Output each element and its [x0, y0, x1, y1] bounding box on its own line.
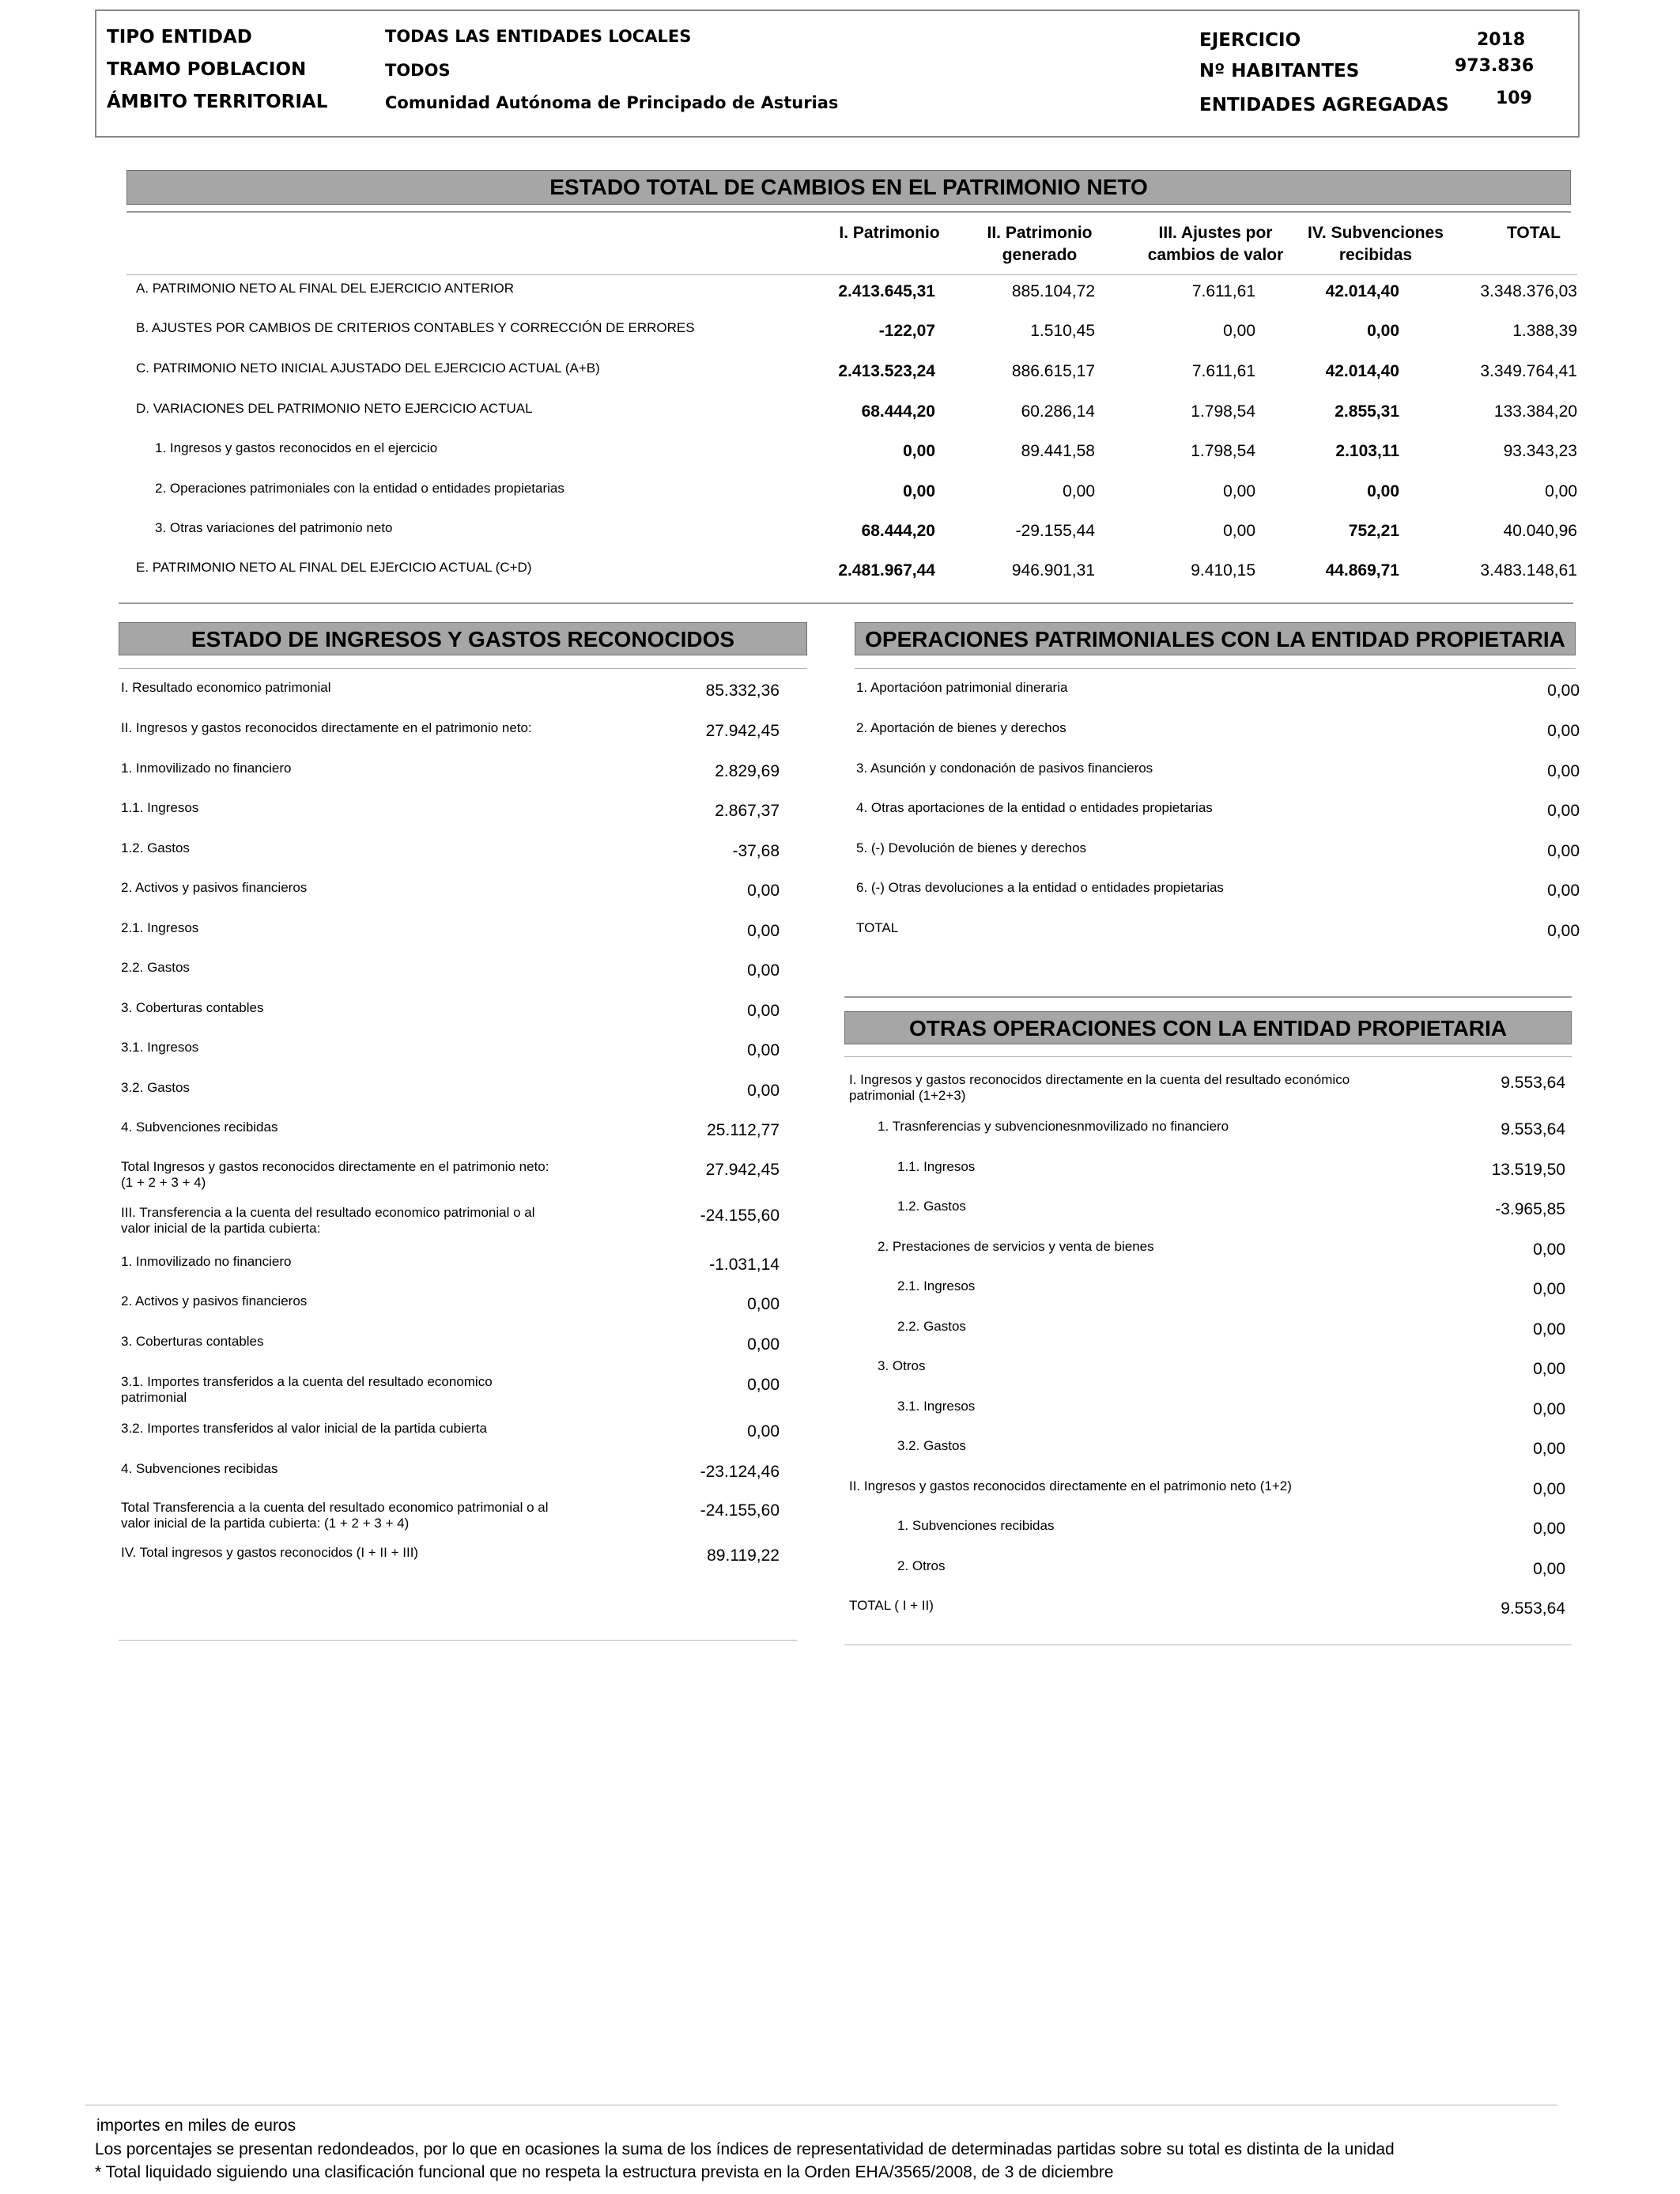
patrimonio-cell: 0,00: [1545, 482, 1577, 500]
patrimonio-cell: 44.869,71: [1325, 561, 1399, 580]
patrimonio-top-rule: [126, 211, 1571, 213]
operaciones-row-value: 0,00: [1547, 802, 1580, 820]
otras-row-value: 0,00: [1533, 1560, 1565, 1578]
otras-row-label: 1. Trasnferencias y subvencionesnmovilizado no financiero: [878, 1119, 1229, 1134]
ingresos-row-label: 2. Activos y pasivos financieros: [121, 880, 308, 895]
otras-row-value: 9.553,64: [1501, 1074, 1565, 1092]
patrimonio-cell: 0,00: [903, 442, 935, 460]
operaciones-row-value: 0,00: [1547, 882, 1580, 900]
otras-row-value: 0,00: [1533, 1280, 1565, 1298]
otras-row-value: -3.965,85: [1495, 1200, 1565, 1218]
ingresos-title: ESTADO DE INGRESOS Y GASTOS RECONOCIDOS: [119, 622, 807, 655]
operaciones-row-label: 1. Aportacióon patrimonial dineraria: [856, 680, 1068, 695]
ingresos-row-value: 85.332,36: [705, 682, 780, 700]
ingresos-row-label: 4. Subvenciones recibidas: [121, 1120, 278, 1135]
col-header-total: TOTAL: [1506, 224, 1561, 242]
ingresos-row-value: 0,00: [747, 1422, 780, 1441]
patrimonio-cell: 2.413.645,31: [838, 282, 935, 300]
ingresos-row-label: III. Transferencia a la cuenta del resultado economico patrimonial o al: [121, 1205, 535, 1220]
otras-row-value: 9.553,64: [1501, 1120, 1565, 1139]
habitantes-label: Nº HABITANTES: [1199, 61, 1360, 81]
tramo-poblacion-label: TRAMO POBLACION: [107, 59, 307, 80]
operaciones-row-label: 5. (-) Devolución de bienes y derechos: [856, 840, 1087, 855]
otras-title: OTRAS OPERACIONES CON LA ENTIDAD PROPIETARIA: [844, 1011, 1572, 1044]
operaciones-row-label: 2. Aportación de bienes y derechos: [856, 720, 1067, 735]
ingresos-row-value: 0,00: [747, 1376, 780, 1394]
patrimonio-cell: 60.286,14: [1021, 402, 1095, 421]
patrimonio-bottom-rule: [119, 602, 1573, 604]
ingresos-row-value: 0,00: [747, 922, 780, 940]
ingresos-row-label: Total Ingresos y gastos reconocidos directamente en el patrimonio neto:: [121, 1159, 549, 1174]
operaciones-top-rule: [855, 668, 1576, 669]
ingresos-row-value: 2.829,69: [715, 762, 780, 780]
patrimonio-cell: 7.611,61: [1191, 282, 1255, 300]
ingresos-row-label: 3.1. Ingresos: [121, 1040, 199, 1055]
operaciones-row-label: 4. Otras aportaciones de la entidad o entidades propietarias: [856, 800, 1213, 815]
patrimonio-title: ESTADO TOTAL DE CAMBIOS EN EL PATRIMONIO NETO: [126, 170, 1571, 205]
patrimonio-cell: 1.388,39: [1512, 322, 1577, 340]
otras-row-label: 3.1. Ingresos: [897, 1399, 976, 1414]
patrimonio-cell: 3.349.764,41: [1480, 362, 1577, 380]
ejercicio-value: 2018: [1477, 30, 1526, 50]
ingresos-row-label: 1.2. Gastos: [121, 840, 190, 855]
otras-row-label: II. Ingresos y gastos reconocidos directamente en el patrimonio neto (1+2): [849, 1478, 1292, 1494]
otras-top-rule: [844, 996, 1572, 998]
ingresos-row-value: 0,00: [747, 882, 780, 900]
patrimonio-cell: 133.384,20: [1493, 402, 1577, 421]
tipo-entidad-label: TIPO ENTIDAD: [107, 27, 252, 47]
patrimonio-cell: 42.014,40: [1325, 282, 1399, 300]
ingresos-row-value: 2.867,37: [715, 802, 780, 820]
otras-row-value: 0,00: [1533, 1400, 1565, 1418]
ingresos-row-value: -24.155,60: [700, 1207, 780, 1225]
patrimonio-cell: 886.615,17: [1011, 362, 1095, 380]
patrimonio-cell: 0,00: [1223, 522, 1255, 540]
ingresos-row-label: 3. Coberturas contables: [121, 1000, 264, 1015]
patrimonio-row-label: D. VARIACIONES DEL PATRIMONIO NETO EJERCICIO ACTUAL: [136, 401, 533, 416]
ingresos-row-value: -1.031,14: [709, 1256, 780, 1274]
otras-header-rule: [844, 1056, 1572, 1057]
otras-row-label: 2. Prestaciones de servicios y venta de bienes: [878, 1239, 1154, 1254]
otras-row-value: 13.519,50: [1491, 1161, 1565, 1179]
patrimonio-cell: 68.444,20: [861, 402, 935, 421]
ingresos-row-value: -37,68: [732, 842, 780, 860]
ingresos-top-rule: [119, 668, 807, 669]
ingresos-row-label: 3.1. Importes transferidos a la cuenta del resultado economico: [121, 1374, 493, 1389]
ambito-label: ÁMBITO TERRITORIAL: [107, 92, 328, 112]
operaciones-row-label: 6. (-) Otras devoluciones a la entidad o entidades propietarias: [856, 880, 1224, 895]
ingresos-row-label: 1.1. Ingresos: [121, 800, 199, 815]
ingresos-row-value: 0,00: [747, 1002, 780, 1020]
ingresos-row-value: 27.942,45: [705, 1161, 780, 1179]
col-header-ajustes: III. Ajustes por cambios de valor: [1147, 224, 1284, 264]
footer-note-total: * Total liquidado siguiendo una clasificación funcional que no respeta la estructura prevista en la Orden EHA/3565/2008, de 3 de diciembre: [95, 2163, 1114, 2181]
otras-row-label: 2.1. Ingresos: [897, 1278, 976, 1293]
patrimonio-cell: 7.611,61: [1191, 362, 1255, 380]
otras-row-value: 0,00: [1533, 1480, 1565, 1498]
patrimonio-row-label: 1. Ingresos y gastos reconocidos en el ejercicio: [155, 440, 438, 455]
patrimonio-cell: 752,21: [1348, 522, 1399, 540]
patrimonio-cell: 3.348.376,03: [1480, 282, 1577, 300]
otras-row-label-cont: patrimonial (1+2+3): [849, 1088, 966, 1103]
ingresos-row-label-cont: patrimonial: [121, 1390, 187, 1405]
patrimonio-header-rule: [126, 274, 1577, 275]
ingresos-row-label: 4. Subvenciones recibidas: [121, 1461, 278, 1476]
tipo-entidad-value: TODAS LAS ENTIDADES LOCALES: [385, 27, 692, 46]
patrimonio-cell: 2.855,31: [1335, 402, 1399, 421]
ingresos-row-label-cont: valor inicial de la partida cubierta:: [121, 1221, 321, 1236]
patrimonio-cell: 68.444,20: [861, 522, 935, 540]
patrimonio-cell: 9.410,15: [1191, 561, 1255, 580]
patrimonio-cell: 2.413.523,24: [838, 362, 935, 380]
ingresos-bottom-rule: [119, 1640, 797, 1641]
patrimonio-cell: 0,00: [1223, 322, 1255, 340]
col-header-patrimonio-generado: II. Patrimonio generado: [987, 224, 1093, 264]
ejercicio-label: EJERCICIO: [1199, 30, 1301, 51]
patrimonio-cell: 3.483.148,61: [1480, 561, 1577, 580]
ingresos-row-label-cont: (1 + 2 + 3 + 4): [121, 1175, 206, 1190]
otras-row-label: 1.1. Ingresos: [897, 1159, 976, 1174]
patrimonio-cell: 2.103,11: [1335, 442, 1399, 460]
patrimonio-cell: 1.798,54: [1191, 442, 1255, 460]
patrimonio-cell: 1.510,45: [1030, 322, 1095, 340]
ingresos-row-label-cont: valor inicial de la partida cubierta: (1 + 2 + 3 + 4): [121, 1516, 410, 1531]
ingresos-row-value: 27.942,45: [705, 722, 780, 740]
otras-row-value: 9.553,64: [1501, 1599, 1565, 1618]
ingresos-row-label: I. Resultado economico patrimonial: [121, 680, 331, 695]
patrimonio-cell: 1.798,54: [1191, 402, 1255, 421]
ingresos-row-value: 0,00: [747, 1335, 780, 1354]
patrimonio-cell: -29.155,44: [1015, 522, 1095, 540]
ingresos-row-label: 1. Inmovilizado no financiero: [121, 1254, 292, 1269]
ingresos-row-label: 2.1. Ingresos: [121, 920, 199, 935]
patrimonio-cell: 93.343,23: [1503, 442, 1577, 460]
otras-row-value: 0,00: [1533, 1360, 1565, 1378]
ingresos-row-value: 0,00: [747, 961, 780, 980]
patrimonio-row-label: A. PATRIMONIO NETO AL FINAL DEL EJERCICIO ANTERIOR: [136, 281, 514, 296]
tramo-poblacion-value: TODOS: [385, 61, 451, 80]
operaciones-row-label: TOTAL: [856, 920, 899, 935]
otras-row-value: 0,00: [1533, 1440, 1565, 1458]
otras-row-value: 0,00: [1533, 1320, 1565, 1339]
ingresos-row-label: II. Ingresos y gastos reconocidos directamente en el patrimonio neto:: [121, 720, 532, 735]
footer-note-rounding: Los porcentajes se presentan redondeados, por lo que en ocasiones la suma de los índices de representatividad de determinadas partidas sobre su total es distinta de la unidad: [95, 2140, 1395, 2158]
habitantes-value: 973.836: [1455, 56, 1535, 76]
otras-row-label: 2. Otros: [897, 1558, 946, 1573]
otras-row-label: 1.2. Gastos: [897, 1199, 966, 1214]
patrimonio-cell: 0,00: [1223, 482, 1255, 500]
ingresos-row-label: IV. Total ingresos y gastos reconocidos (I + II + III): [121, 1545, 419, 1560]
ingresos-row-label: Total Transferencia a la cuenta del resultado economico patrimonial o al: [121, 1500, 549, 1515]
ingresos-row-label: 3.2. Gastos: [121, 1080, 190, 1095]
patrimonio-cell: 40.040,96: [1503, 522, 1577, 540]
operaciones-title: OPERACIONES PATRIMONIALES CON LA ENTIDAD PROPIETARIA: [855, 622, 1576, 655]
footer-units: importes en miles de euros: [96, 2117, 296, 2135]
ingresos-row-value: -24.155,60: [700, 1501, 780, 1520]
patrimonio-row-label: B. AJUSTES POR CAMBIOS DE CRITERIOS CONTABLES Y CORRECCIÓN DE ERRORES: [136, 320, 695, 335]
patrimonio-cell: 0,00: [1063, 482, 1095, 500]
operaciones-row-label: 3. Asunción y condonación de pasivos financieros: [856, 761, 1153, 776]
agregadas-value: 109: [1496, 89, 1532, 108]
patrimonio-row-label: 2. Operaciones patrimoniales con la entidad o entidades propietarias: [155, 481, 564, 496]
otras-row-label: 3.2. Gastos: [897, 1438, 966, 1453]
ingresos-row-label: 2.2. Gastos: [121, 960, 190, 975]
patrimonio-cell: 2.481.967,44: [838, 561, 935, 580]
ingresos-row-value: 0,00: [747, 1295, 780, 1313]
operaciones-row-value: 0,00: [1547, 922, 1580, 940]
ingresos-row-value: 89.119,22: [707, 1546, 780, 1565]
patrimonio-cell: 0,00: [903, 482, 935, 500]
ingresos-row-value: 0,00: [747, 1041, 780, 1059]
ingresos-row-value: 0,00: [747, 1082, 780, 1100]
operaciones-row-value: 0,00: [1547, 722, 1580, 740]
patrimonio-cell: 42.014,40: [1325, 362, 1399, 380]
agregadas-label: ENTIDADES AGREGADAS: [1199, 95, 1449, 115]
otras-row-value: 0,00: [1533, 1240, 1565, 1259]
patrimonio-cell: 885.104,72: [1011, 282, 1095, 300]
operaciones-row-value: 0,00: [1547, 682, 1580, 700]
ingresos-row-label: 1. Inmovilizado no financiero: [121, 761, 292, 776]
otras-row-label: 3. Otros: [878, 1358, 926, 1373]
patrimonio-row-label: E. PATRIMONIO NETO AL FINAL DEL EJErCICIO ACTUAL (C+D): [136, 560, 532, 575]
patrimonio-cell: 0,00: [1367, 482, 1399, 500]
otras-row-label: 1. Subvenciones recibidas: [897, 1518, 1055, 1533]
ingresos-row-label: 3. Coberturas contables: [121, 1334, 264, 1349]
ambito-value: Comunidad Autónoma de Principado de Asturias: [385, 93, 839, 112]
ingresos-row-value: 25.112,77: [707, 1121, 780, 1139]
otras-row-label: I. Ingresos y gastos reconocidos directamente en la cuenta del resultado económico: [849, 1072, 1350, 1087]
otras-row-label: 2.2. Gastos: [897, 1319, 966, 1334]
ingresos-row-label: 3.2. Importes transferidos al valor inicial de la partida cubierta: [121, 1421, 488, 1436]
patrimonio-cell: -122,07: [878, 322, 935, 340]
patrimonio-cell: 89.441,58: [1021, 442, 1095, 460]
patrimonio-row-label: C. PATRIMONIO NETO INICIAL AJUSTADO DEL EJERCICIO ACTUAL (A+B): [136, 361, 600, 376]
otras-row-label: TOTAL ( I + II): [849, 1598, 934, 1613]
operaciones-row-value: 0,00: [1547, 842, 1580, 860]
otras-row-value: 0,00: [1533, 1520, 1565, 1538]
patrimonio-cell: 0,00: [1367, 322, 1399, 340]
patrimonio-cell: 946.901,31: [1011, 561, 1095, 580]
col-header-patrimonio: I. Patrimonio: [839, 224, 940, 242]
col-header-subvenciones: IV. Subvenciones recibidas: [1308, 224, 1444, 264]
operaciones-row-value: 0,00: [1547, 762, 1580, 780]
ingresos-row-label: 2. Activos y pasivos financieros: [121, 1293, 308, 1308]
ingresos-row-value: -23.124,46: [700, 1463, 780, 1481]
patrimonio-row-label: 3. Otras variaciones del patrimonio neto: [155, 520, 393, 535]
